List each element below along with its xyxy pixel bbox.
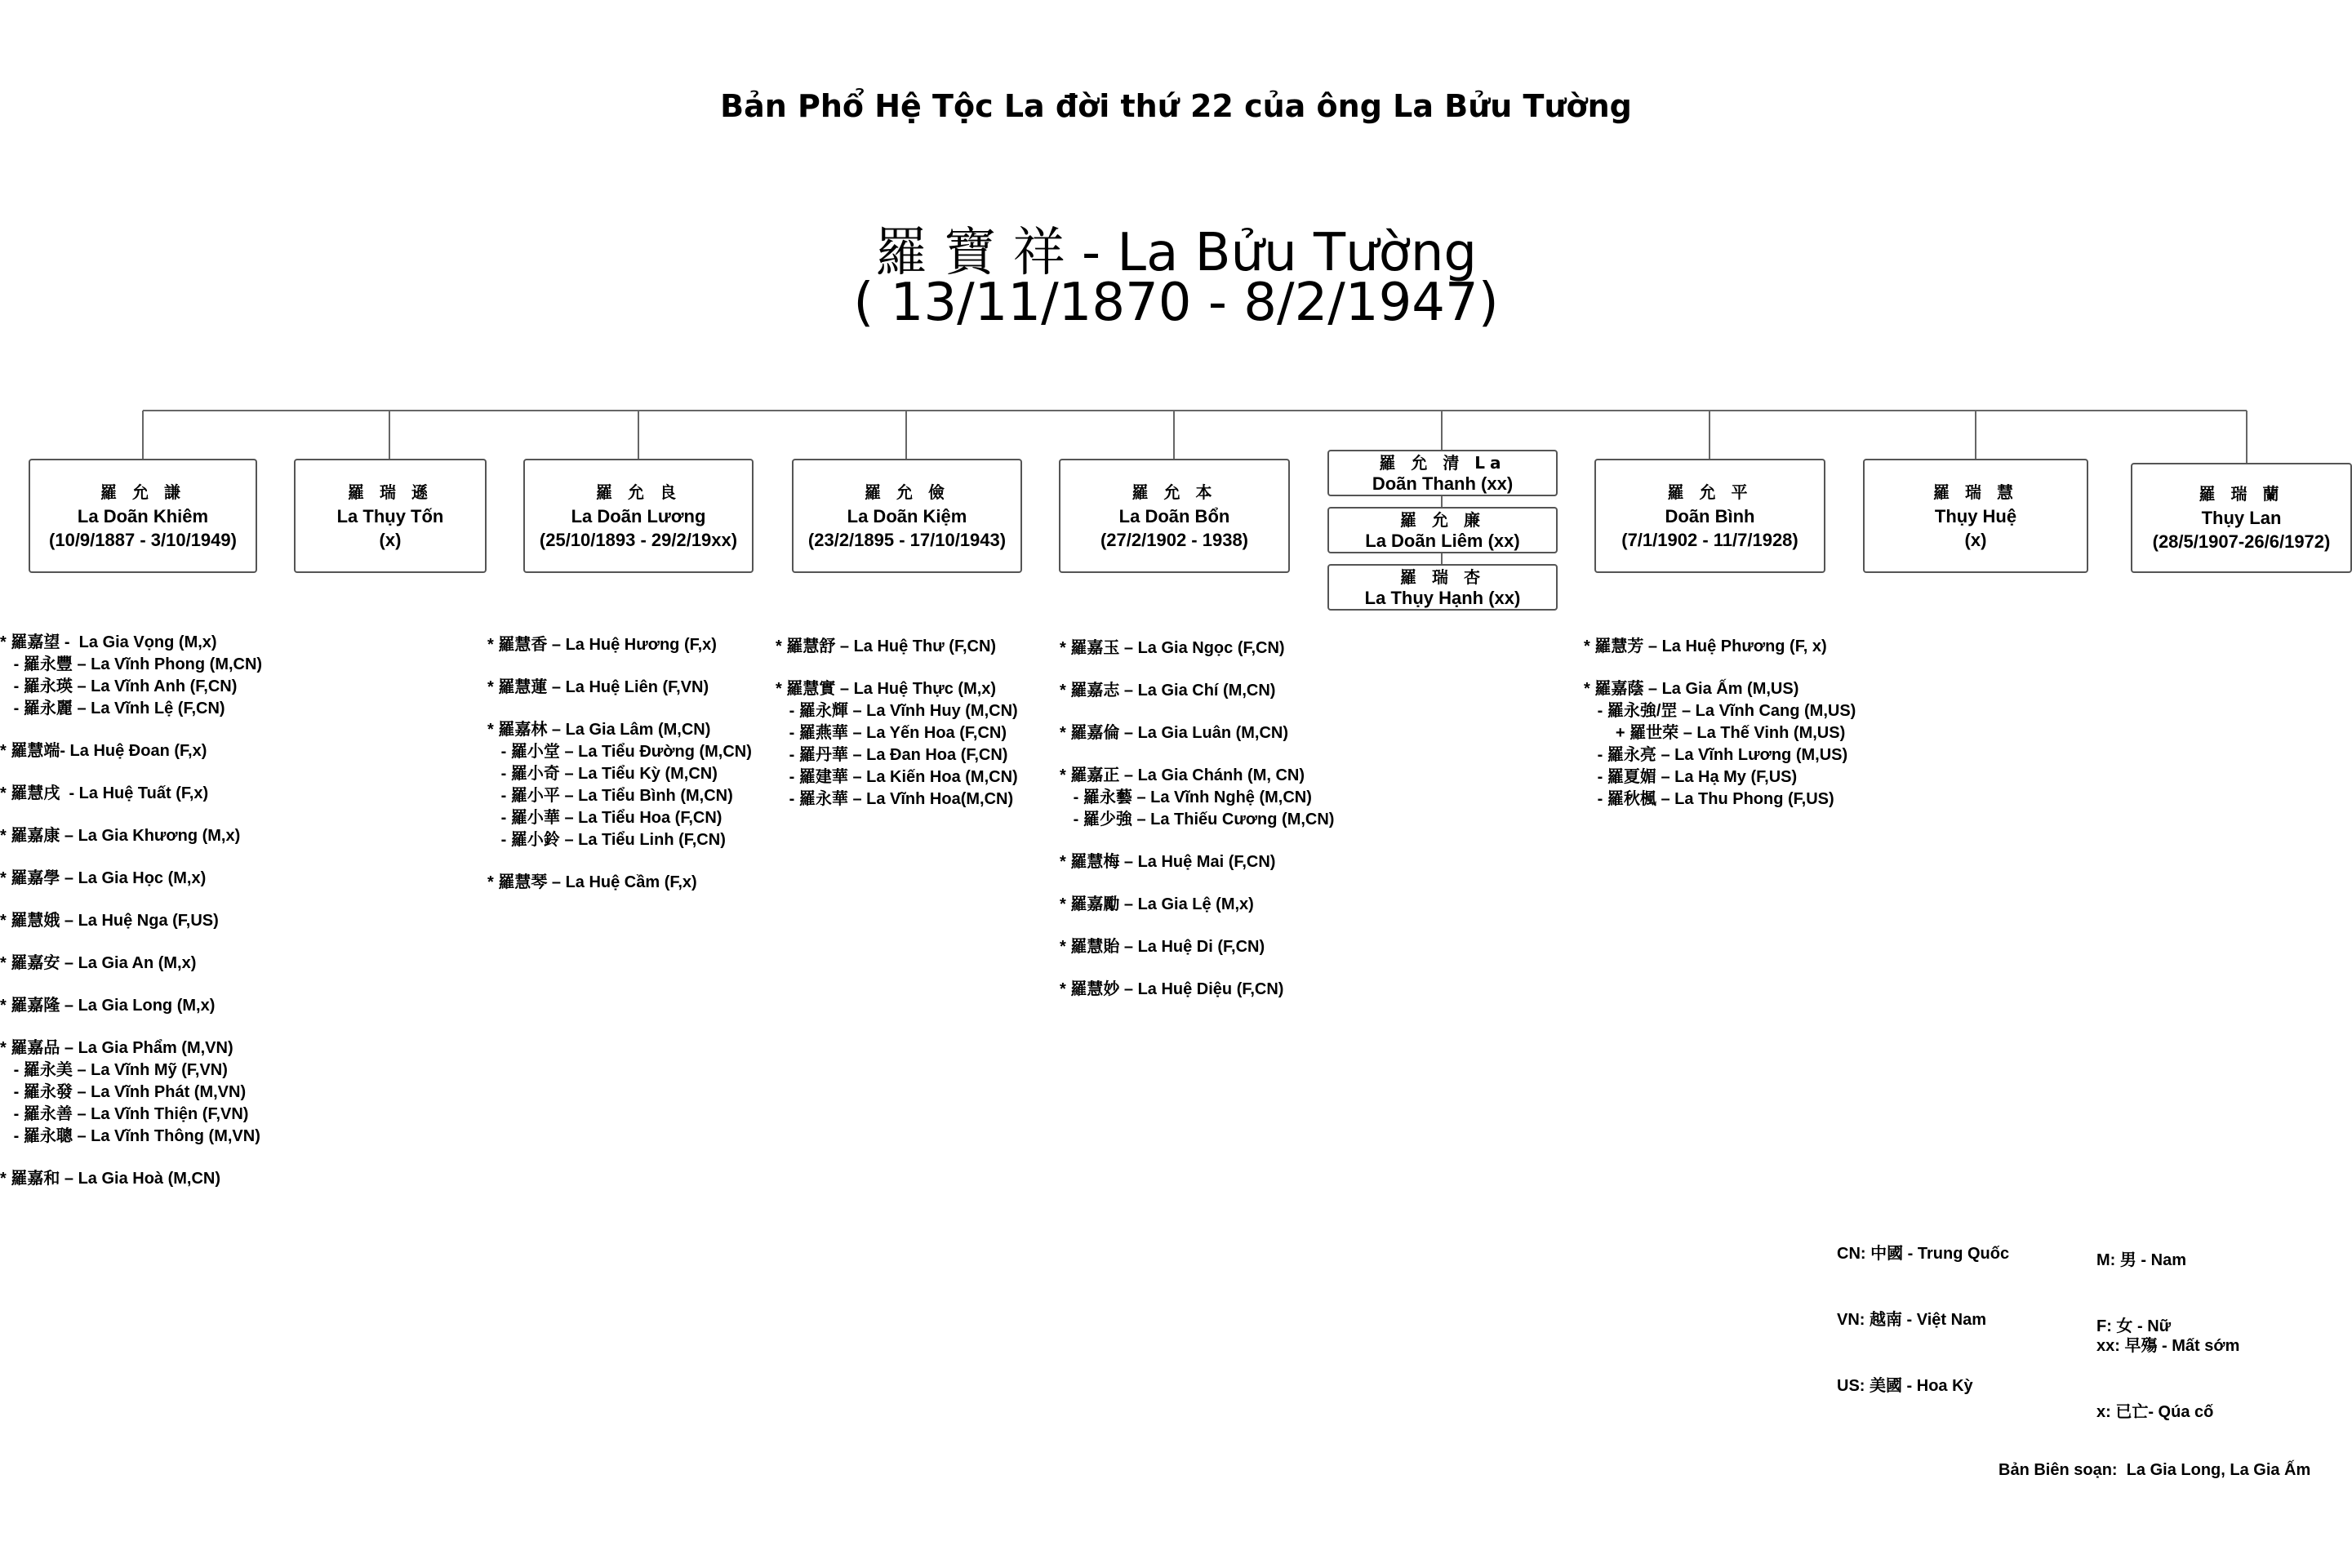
- child-box-thuy-hue: [1863, 459, 2088, 573]
- descendant-entry: * 羅慧蓮 – La Huệ Liên (F,VN): [487, 678, 709, 696]
- list-spacer: [0, 805, 262, 825]
- legend-country-us: US: 美國 - Hoa Kỳ: [1837, 1377, 1973, 1395]
- child-name: La Doãn Kiệm: [847, 505, 967, 526]
- legend-country-vn: VN: 越南 - Việt Nam: [1837, 1311, 1986, 1329]
- descendants-doan-kiem: [776, 636, 1018, 811]
- child-cjk-name: 羅 瑞 慧: [1933, 482, 2018, 502]
- legend-gender-m: M: 男 - Nam: [2096, 1251, 2186, 1269]
- descendant-entry: * 羅慧芳 – La Huệ Phương (F, x): [1584, 637, 1827, 655]
- descendant-entry: * 羅慧琴 – La Huệ Cầm (F,x): [487, 873, 697, 891]
- child-dates: (27/2/1902 - 1938): [1100, 529, 1249, 550]
- descendant-entry: * 羅嘉倫 – La Gia Luân (M,CN): [1060, 724, 1289, 742]
- legend-status-x: x: 已亡- Qúa cố: [2096, 1403, 2214, 1421]
- descendant-entry: * 羅嘉志 – La Gia Chí (M,CN): [1060, 682, 1276, 700]
- descendant-entry: * 羅慧戌 - La Huệ Tuất (F,x): [0, 784, 209, 802]
- legend-countries: [1837, 1199, 2009, 1419]
- descendant-entry: * 羅慧舒 – La Huệ Thư (F,CN): [776, 637, 997, 655]
- grandchild-entry: - 羅永亮 – La Vĩnh Lương (M,US): [1584, 746, 1848, 764]
- grandchild-entry: - 羅永聰 – La Vĩnh Thông (M,VN): [0, 1127, 260, 1145]
- child-cjk-name: 羅 瑞 杏: [1400, 566, 1485, 587]
- child-box-thuy-ton: [294, 459, 487, 573]
- grandchild-entry: - 羅永藝 – La Vĩnh Nghệ (M,CN): [1060, 788, 1312, 806]
- grandchild-entry: - 羅永瑛 – La Vĩnh Anh (F,CN): [0, 677, 238, 695]
- grandchild-entry: - 羅丹華 – La Đan Hoa (F,CN): [776, 746, 1008, 764]
- child-name: Doãn Thanh (xx): [1372, 473, 1514, 494]
- list-spacer: [1584, 658, 1856, 678]
- legend-status-xx: xx: 早殤 - Mất sớm: [2096, 1337, 2240, 1355]
- child-box-doan-bon: [1059, 459, 1290, 573]
- descendant-entry: * 羅慧娥 – La Huệ Nga (F,US): [0, 912, 219, 930]
- descendant-entry: * 羅嘉和 – La Gia Hoà (M,CN): [0, 1170, 221, 1188]
- list-spacer: [0, 762, 262, 783]
- child-dates: (23/2/1895 - 17/10/1943): [807, 529, 1007, 550]
- legend-gender-f: F: 女 - Nữ: [2096, 1317, 2172, 1335]
- child-box-doan-kiem: [792, 459, 1022, 573]
- descendant-entry: * 羅慧香 – La Huệ Hương (F,x): [487, 636, 717, 654]
- child-box-doan-thanh: [1327, 450, 1558, 496]
- descendant-entry: * 羅嘉正 – La Gia Chánh (M, CN): [1060, 766, 1305, 784]
- list-spacer: [0, 720, 262, 740]
- grandchild-entry: - 羅永華 – La Vĩnh Hoa(M,CN): [776, 790, 1014, 808]
- child-box-thuy-lan: [2131, 463, 2352, 573]
- list-spacer: [1060, 831, 1334, 851]
- child-name: La Doãn Liêm (xx): [1365, 530, 1520, 551]
- descendant-entry: * 羅嘉林 – La Gia Lâm (M,CN): [487, 721, 711, 739]
- descendant-entry: * 羅嘉學 – La Gia Học (M,x): [0, 869, 207, 887]
- child-cjk-name: 羅 瑞 蘭: [2199, 484, 2284, 504]
- child-dates: (28/5/1907-26/6/1972): [2152, 531, 2331, 552]
- list-spacer: [0, 1148, 262, 1168]
- descendant-entry: * 羅嘉品 – La Gia Phẩm (M,VN): [0, 1039, 233, 1057]
- grandchild-entry: - 羅永輝 – La Vĩnh Huy (M,CN): [776, 702, 1018, 720]
- child-name: La Thụy Tốn: [336, 505, 444, 526]
- child-dates: (x): [379, 529, 402, 550]
- grandchild-entry: - 羅小平 – La Tiểu Bình (M,CN): [487, 787, 733, 805]
- child-cjk-name: 羅 允 廉: [1400, 509, 1485, 530]
- descendant-entry: * 羅慧妙 – La Huệ Diệu (F,CN): [1060, 980, 1284, 998]
- child-cjk-name: 羅 允 平: [1667, 482, 1753, 502]
- child-cjk-name: 羅 允 本: [1132, 482, 1217, 502]
- grandchild-entry: - 羅秋楓 – La Thu Phong (F,US): [1584, 790, 1834, 808]
- grandchild-entry: - 羅永美 – La Vĩnh Mỹ (F,VN): [0, 1061, 228, 1079]
- list-spacer: [0, 975, 262, 995]
- grandchild-entry: - 羅小鈴 – La Tiểu Linh (F,CN): [487, 831, 726, 849]
- descendant-entry: * 羅嘉蔭 – La Gia Ấm (M,US): [1584, 680, 1799, 698]
- grandchild-entry: - 羅少強 – La Thiếu Cương (M,CN): [1060, 811, 1335, 828]
- list-spacer: [1060, 873, 1334, 894]
- child-box-doan-liem: [1327, 507, 1558, 553]
- grandchild-entry: - 羅小堂 – La Tiểu Đường (M,CN): [487, 743, 752, 761]
- page-title: Bản Phổ Hệ Tộc La đời thứ 22 của ông La Bửu Tường: [720, 88, 1632, 124]
- child-box-doan-luong: [523, 459, 754, 573]
- list-spacer: [0, 890, 262, 910]
- grandchild-entry: - 羅小奇 – La Tiểu Kỳ (M,CN): [487, 765, 718, 783]
- child-cjk-name: 羅 允 謙: [100, 482, 185, 502]
- grandchild-entry: - 羅永發 – La Vĩnh Phát (M,VN): [0, 1083, 247, 1101]
- child-cjk-name: 羅 允 儉: [865, 482, 949, 502]
- child-cjk-name: 羅 允 良: [596, 482, 681, 502]
- root-ancestor-dates: ( 13/11/1870 - 8/2/1947): [853, 273, 1499, 333]
- descendant-entry: * 羅慧端- La Huệ Đoan (F,x): [0, 742, 207, 760]
- grandchild-entry: - 羅永豐 – La Vĩnh Phong (M,CN): [0, 655, 263, 673]
- descendants-doan-binh: [1584, 636, 1856, 811]
- child-name: Doãn Bình: [1665, 505, 1755, 526]
- grandchild-entry: - 羅永麗 – La Vĩnh Lệ (F,CN): [0, 700, 225, 717]
- list-spacer: [1060, 702, 1334, 722]
- descendant-entry: * 羅慧實 – La Huệ Thực (M,x): [776, 680, 997, 698]
- descendants-doan-luong: [487, 634, 752, 894]
- child-cjk-name: 羅 瑞 遜: [348, 482, 433, 502]
- list-spacer: [1060, 958, 1334, 979]
- child-name: La Doãn Bổn: [1118, 505, 1230, 526]
- descendant-entry: * 羅嘉康 – La Gia Khương (M,x): [0, 827, 241, 845]
- grandchild-entry: - 羅永善 – La Vĩnh Thiện (F,VN): [0, 1105, 249, 1123]
- list-spacer: [0, 847, 262, 868]
- child-box-thuy-hanh: [1327, 564, 1558, 611]
- descendants-doan-khiem: [0, 632, 262, 1190]
- descendant-entry: * 羅嘉勵 – La Gia Lệ (M,x): [1060, 895, 1254, 913]
- descendant-entry: * 羅慧梅 – La Huệ Mai (F,CN): [1060, 853, 1276, 871]
- list-spacer: [487, 656, 752, 677]
- descendant-entry: * 羅嘉望 - La Gia Vọng (M,x): [0, 633, 217, 651]
- child-name: La Doãn Lương: [571, 505, 706, 526]
- list-spacer: [0, 932, 262, 953]
- grandchild-entry: - 羅小華 – La Tiểu Hoa (F,CN): [487, 809, 722, 827]
- child-cjk-name: 羅 允 清 La: [1379, 452, 1506, 473]
- child-name: La Thụy Hạnh (xx): [1364, 587, 1521, 608]
- list-spacer: [487, 699, 752, 719]
- grandchild-entry: - 羅夏媚 – La Hạ My (F,US): [1584, 768, 1798, 786]
- grandchild-entry: - 羅永強/罡 – La Vĩnh Cang (M,US): [1584, 702, 1856, 720]
- list-spacer: [1060, 744, 1334, 765]
- grandchild-entry: + 羅世荣 – La Thế Vinh (M,US): [1584, 724, 1846, 742]
- list-spacer: [0, 1017, 262, 1037]
- child-dates: (x): [1964, 529, 1987, 550]
- descendants-doan-bon: [1060, 637, 1334, 1001]
- child-dates: (10/9/1887 - 3/10/1949): [49, 529, 237, 550]
- child-name: La Doãn Khiêm: [77, 505, 209, 526]
- descendant-entry: * 羅嘉隆 – La Gia Long (M,x): [0, 997, 216, 1015]
- child-box-doan-khiem: [29, 459, 257, 573]
- child-dates: (7/1/1902 - 11/7/1928): [1621, 529, 1798, 550]
- child-name: Thụy Lan: [2201, 508, 2282, 528]
- root-ancestor-name: 羅 寶 祥 - La Bửu Tường: [874, 223, 1478, 283]
- descendant-entry: * 羅嘉玉 – La Gia Ngọc (F,CN): [1060, 639, 1285, 657]
- credit: Bản Biên soạn: La Gia Long, La Gia Ấm: [1999, 1461, 2311, 1479]
- list-spacer: [1060, 660, 1334, 680]
- grandchild-entry: - 羅建華 – La Kiến Hoa (M,CN): [776, 768, 1018, 786]
- grandchild-entry: - 羅燕華 – La Yến Hoa (F,CN): [776, 724, 1007, 742]
- list-spacer: [1060, 916, 1334, 936]
- legend-country-cn: CN: 中國 - Trung Quốc: [1837, 1245, 2010, 1263]
- descendant-entry: * 羅嘉安 – La Gia An (M,x): [0, 954, 197, 972]
- child-dates: (25/10/1893 - 29/2/19xx): [539, 529, 738, 550]
- descendant-entry: * 羅慧貽 – La Huệ Di (F,CN): [1060, 938, 1265, 956]
- list-spacer: [487, 851, 752, 872]
- child-box-doan-binh: [1594, 459, 1825, 573]
- legend-status: [2096, 1291, 2239, 1446]
- child-name: Thụy Huệ: [1934, 505, 2017, 526]
- list-spacer: [776, 658, 1018, 678]
